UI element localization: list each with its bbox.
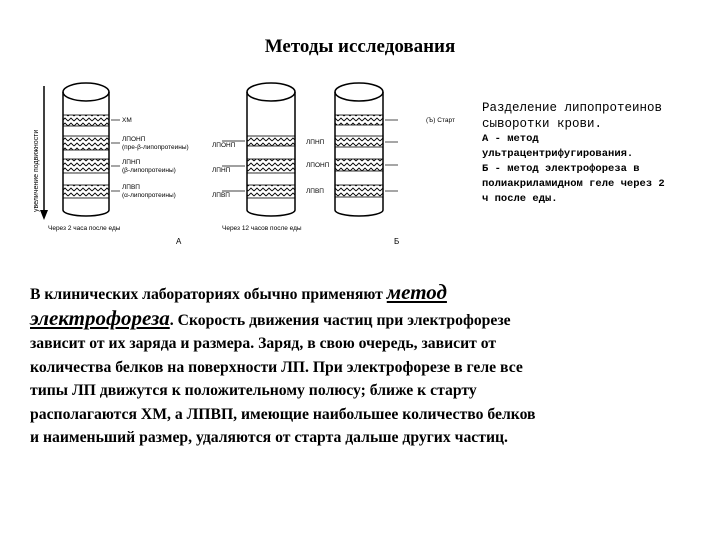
- letter-a: А: [176, 237, 182, 246]
- label-c-lpvp: ЛПВП: [306, 188, 324, 195]
- caption-heading-2: сыворотки крови.: [482, 117, 603, 131]
- label-c-lpnp: ЛПНП: [306, 139, 325, 146]
- label-b-lpnp: ЛПНП: [212, 167, 231, 174]
- body-line: и наименьший размер, удаляются от старта дальше других частиц.: [30, 429, 508, 446]
- body-paragraph: [30, 281, 700, 450]
- band-b-lponp: [247, 136, 295, 146]
- body-line-1-text: В клинических лабораториях обычно применяют: [30, 286, 387, 303]
- body-line: располагаются ХМ, а ЛПВП, имеющие наибольшее количество белков: [30, 405, 536, 423]
- body-line: типы ЛП движутся к положительному полюсу; ближе к старту: [30, 382, 477, 399]
- label-b-lponp: ЛПОНП: [212, 142, 236, 149]
- band-c-start: [335, 115, 383, 125]
- column-c: [306, 83, 455, 246]
- note-12h: Через 12 часов после еды: [222, 225, 302, 232]
- label-pre-beta: (пре-β-липопротеины): [122, 144, 189, 151]
- caption-line: А - метод: [482, 133, 539, 145]
- label-c-start: (Ъ) Старт: [426, 117, 455, 124]
- term-electrophoresis: электрофореза: [30, 305, 170, 330]
- label-c-lponp: ЛПОНП: [306, 162, 330, 169]
- column-b: [212, 83, 302, 232]
- mobility-axis: [33, 86, 48, 220]
- body-line: зависит от их заряда и размера. Заряд, в свою очередь, зависит от: [30, 335, 497, 352]
- band-lpnp: [63, 159, 109, 173]
- note-2h: Через 2 часа после еды: [48, 225, 121, 232]
- column-a: [48, 83, 189, 246]
- band-b-lpvp: [247, 185, 295, 198]
- caption-line: ч после еды.: [482, 193, 558, 205]
- band-lponp: [63, 136, 109, 150]
- label-lponp: ЛПОНП: [122, 136, 146, 143]
- axis-label: увеличение подвижности: [33, 129, 40, 212]
- term-method: метод: [386, 280, 447, 304]
- body-line-2-text: . Скорость движения частиц при электрофорезе: [169, 311, 511, 329]
- caption-line: ультрацентрифугирования.: [482, 148, 634, 160]
- caption-line: Б - метод электрофореза в: [482, 163, 640, 175]
- body-line-2: [30, 307, 700, 333]
- band-c-lpnp: [335, 136, 383, 147]
- body-line: количества белков на поверхности ЛП. При электрофорезе в геле все: [30, 358, 523, 376]
- label-beta: (β-липопротеины): [122, 167, 176, 174]
- body-line-1: [30, 281, 700, 307]
- slide-title: Методы исследования: [264, 36, 456, 57]
- label-lpnp: ЛПНП: [122, 159, 141, 166]
- label-lpvp: ЛПВП: [122, 184, 140, 191]
- band-c-lpvp: [335, 185, 383, 197]
- letter-b: Б: [394, 237, 400, 246]
- lipoprotein-separation-figure: [26, 72, 476, 262]
- label-alpha: (α-липопротеины): [122, 192, 176, 199]
- figure-caption: [482, 100, 697, 207]
- label-b-lpvp: ЛПВП: [212, 192, 230, 199]
- label-hm: ХМ: [122, 117, 132, 124]
- caption-line: полиакриламидном геле через 2: [482, 178, 665, 190]
- band-lpvp: [63, 185, 109, 198]
- band-c-lponp: [335, 159, 383, 171]
- band-b-lpnp: [247, 159, 295, 173]
- band-hm: [63, 115, 109, 126]
- caption-heading-1: Разделение липопротеинов: [482, 101, 663, 115]
